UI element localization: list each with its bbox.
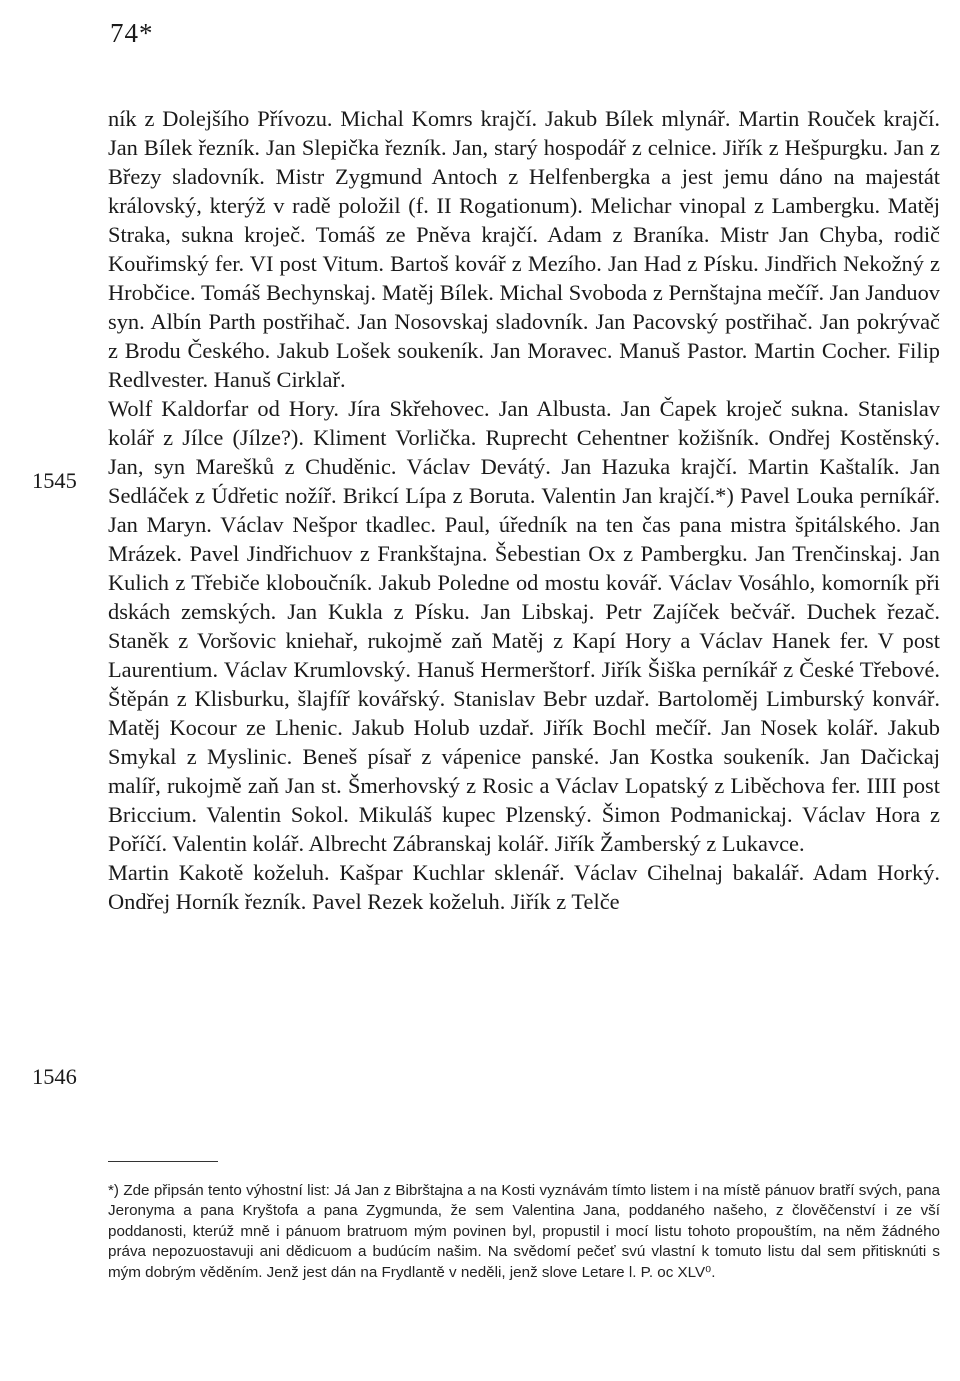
footnote-rule <box>108 1161 218 1162</box>
year-label-1546: 1546 <box>32 1064 77 1089</box>
year-label-1545: 1545 <box>32 468 77 493</box>
entry-1546: Martin Kakotě koželuh. Kašpar Kuchlar sklenář. Václav Cihelnaj bakalář. Adam Horký. Ondřej Horník řezník. Pavel Rezek koželuh. Jiřík z Telče <box>108 860 940 914</box>
footnote <box>108 1181 940 1283</box>
footnote-text: *) Zde připsán tento výhostní list: Já Jan z Bibrštajna a na Kosti vyznávám tímto listem i na místě pánuov bratří svých, pana Jeronyma a pana Kryštofa a pana Zygmunda, že sem Valentina Jana, poddaného našeho, z člověčenství i ze vší poddanosti, kterúž mně i pánuom bratruom mým povinen byl, propustil i mocí listu tohoto propouštím, na něm žádného práva nepozuostavuji ani dědicuom a budúcím našim. Na svědomí pečeť svú vlastní k tomuto listu dal sem přitisknúti s mým dobrým věděním. Jenž jest dán na Frydlantě v neděli, jenž slove Letare l. P. oc XLV⁰. <box>108 1182 940 1281</box>
entry-continuation: ník z Dolejšího Přívozu. Michal Komrs krajčí. Jakub Bílek mlynář. Martin Rouček krajčí. Jan Bílek řezník. Jan Slepička řezník. Jan, starý hospodář z celnice. Jiřík z Hešpurgku. Jan z Březy sladovník. Mistr Zygmund Antoch z Helfenbergka a jest jemu dáno na majestát královský, kterýž v radě položil (f. II Rogationum). Melichar vinopal z Lambergku. Matěj Straka, sukna kroječ. Tomáš ze Pněva krajčí. Adam z Braníka. Mistr Jan Chyba, rodič Kouřimský fer. VI post Vitum. Bartoš kovář z Mezího. Jan Had z Písku. Jindřich Nekožný z Hrobčice. Tomáš Bechynskaj. Matěj Bílek. Michal Svoboda z Pernštajna mečíř. Jan Janduov syn. Albín Parth postřihač. Jan Nosovskaj sladovník. Jan Pacovský postřihač. Jan pokrývač z Brodu Českého. Jakub Lošek soukeník. Jan Moravec. Manuš Pastor. Martin Cocher. Filip Redlvester. Hanuš Cirklař. <box>108 106 940 392</box>
entry-1545: Wolf Kaldorfar od Hory. Jíra Skřehovec. Jan Albusta. Jan Čapek kroječ sukna. Stanislav kolář z Jílce (Jílze?). Kliment Vorlička. Ruprecht Cehentner kožišník. Ondřej Kostěnský. Jan, syn Marešků z Chuděnic. Václav Devátý. Jan Hazuka krajčí. Martin Kaštalík. Jan Sedláček z Údřetic nožíř. Brikcí Lípa z Boruta. Valentin Jan krajčí.*) Pavel Louka perníkář. Jan Maryn. Václav Nešpor tkadlec. Paul, úředník na ten čas pana mistra špitálského. Jan Mrázek. Pavel Jindřichuov z Frankštajna. Šebestian Ox z Pambergku. Jan Trenčinskaj. Jan Kulich z Třebiče kloboučník. Jakub Poledne od mostu kovář. Václav Vosáhlo, komorník při dskách zemských. Jan Kukla z Písku. Jan Libskaj. Petr Zajíček bečvář. Duchek řezač. Staněk z Voršovic kniehař, rukojmě zaň Matěj z Kapí Hory a Václav Hanek fer. V post Laurentium. Václav Krumlovský. Hanuš Hermerštorf. Jiřík Šiška perníkář z České Třebové. Štěpán z Klisburku, šlajfíř kovářský. Stanislav Bebr uzdař. Bartoloměj Limburský konvář. Matěj Kocour ze Lhenic. Jakub Holub uzdař. Jiřík Bochl mečíř. Jan Nosek kolář. Jakub Smykal z Myslinic. Beneš písař z vápenice panské. Jan Kostka soukeník. Jan Dačickaj malíř, rukojmě zaň Jan st. Šmerhovský z Rosic a Václav Lopatský z Liběchova fer. IIII post Briccium. Valentin Sokol. Mikuláš kupec Plzenský. Šimon Podmanickaj. Václav Hora z Poříčí. Valentin kolář. Albrecht Zábranskaj kolář. Jiřík Žamberský z Lukavce. <box>108 396 940 856</box>
main-text <box>108 104 940 916</box>
page-number: 74* <box>110 18 154 48</box>
